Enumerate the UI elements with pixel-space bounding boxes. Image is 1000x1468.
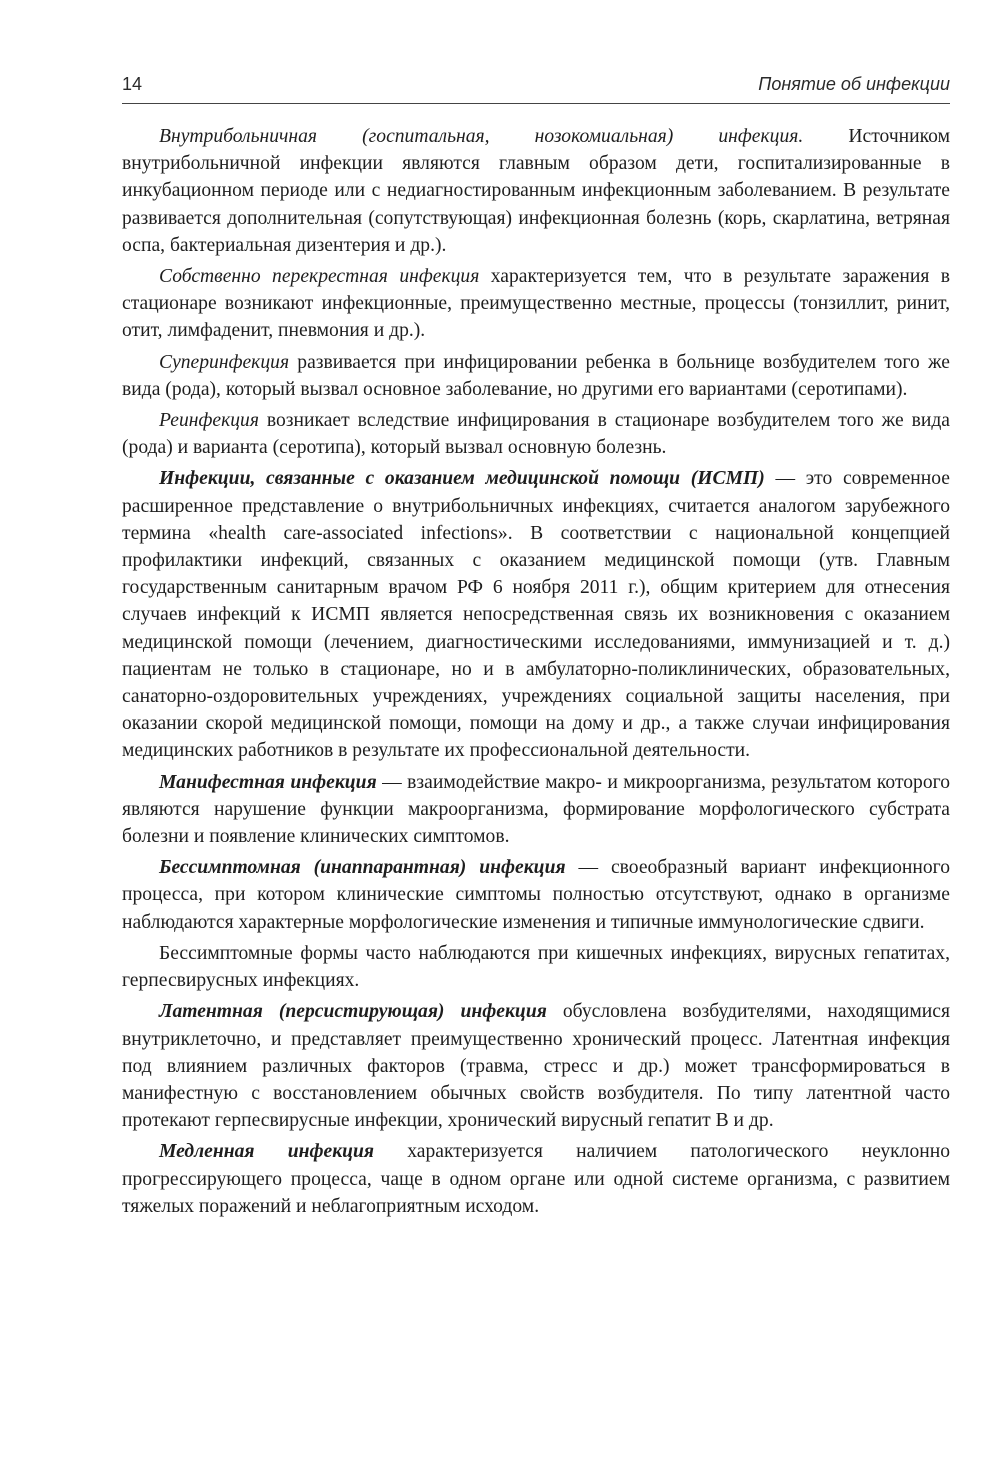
term-ismp: Инфекции, связанные с оказанием медицинской помощи (ИСМП) [159,468,765,490]
term-reinfection: Реинфекция [159,410,259,432]
paragraph-text: возникает вследствие инфицирования в стационаре возбудителем того же вида (рода) и варианта (серотипа), который вызвал основную болезнь. [122,410,950,459]
paragraph-slow [122,1138,950,1220]
paragraph-text: развивается при инфицировании ребенка в больнице возбудителем того же вида (рода), который вызвал основное заболевание, но другими его вариантами (серотипами). [122,351,950,400]
paragraph-text: Источником внутрибольничной инфекции являются главным образом дети, госпитализированные в инкубационном периоде или с недиагностированным инфекционным заболеванием. В результате развивается дополнительная (сопутствующая) инфекционная болезнь (корь, скарлатина, ветряная оспа, бактериальная дизентерия и др.). [122,126,950,256]
paragraph-text: — взаимодействие макро- и микроорганизма, результатом которого являются нарушение функции макроорганизма, формирование морфологического субстрата болезни и появление клинических симптомов. [122,771,950,848]
paragraph-text: характеризуется наличием патологического неуклонно прогрессирующего процесса, чаще в одном органе или одной системе организма, с развитием тяжелых поражений и неблагоприятным исходом. [122,1141,951,1217]
term-asymptomatic-infection: Бессимптомная (инаппарантная) инфекция [159,857,566,879]
paragraph-latent [122,998,950,1134]
paragraph-reinfection [122,407,950,461]
paragraph-superinfection [122,349,950,403]
term-nosocomial-infection: Внутрибольничная (госпитальная, нозокомиальная) инфекция. [159,126,804,147]
page-number: 14 [122,74,143,94]
section-title: Понятие об инфекции [758,74,950,94]
header-divider [122,103,950,104]
paragraph-text: — своеобразный вариант инфекционного процесса, при котором клинические симптомы полностью отсутствуют, однако в организме наблюдаются характерные морфологические изменения и типичные иммунологические сдвиги. [122,857,950,933]
paragraph-text: обусловлена возбудителями, находящимися внутриклеточно, и представляет преимущественно хронический процесс. Латентная инфекция под влиянием различных факторов (травма, стресс и др.) может трансформироваться в манифестную с восстановлением обычных свойств возбудителя. По типу латентной часто протекают герпесвирусные инфекции, хронический вирусный гепатит В и др. [122,1001,950,1132]
running-head [122,70,950,102]
term-manifest-infection: Манифестная инфекция [159,771,377,793]
body-text [122,123,950,1224]
paragraph-text: характеризуется тем, что в результате заражения в стационаре возникают инфекционные, преимущественно местные, процессы (тонзиллит, ринит, отит, лимфаденит, пневмония и др.). [122,266,951,342]
paragraph-manifest [122,769,950,851]
paragraph-text: — это современное расширенное представление о внутрибольничных инфекциях, считается аналогом зарубежного термина «health care-associated infections». В соответствии с национальной концепцией профилактики инфекций, связанных с оказанием медицинской помощи (утв. Главным государственным санитарным врачом РФ 6 ноября 2011 г.), общим критерием для отнесения случаев инфекций к ИСМП является непосредственная связь их возникновения с оказанием медицинской помощи (лечением, диагностическими исследованиями, иммунизацией и т. д.) пациентам не только в стационаре, но и в амбулаторно-поликлинических, образовательных, санаторно-оздоровительных учреждениях, учреждениях социальной защиты населения, при оказании скорой медицинской помощи, помощи на дому и др., а также случаи инфицирования медицинских работников в результате их профессиональной деятельности. [122,468,950,762]
paragraph-asymptomatic-forms [122,940,950,994]
term-latent-infection: Латентная (персистирующая) инфекция [159,1001,547,1023]
term-slow-infection: Медленная инфекция [159,1141,375,1163]
paragraph-text: Бессимптомные формы часто наблюдаются при кишечных инфекциях, вирусных гепатитах, герпесвирусных инфекциях. [122,942,950,992]
term-superinfection: Суперинфекция [159,351,290,373]
paragraph-nosocomial [122,123,950,259]
paragraph-cross-infection [122,263,950,345]
term-cross-infection: Собственно перекрестная инфекция [159,266,480,288]
paragraph-asymptomatic [122,854,950,936]
paragraph-ismp [122,465,950,764]
